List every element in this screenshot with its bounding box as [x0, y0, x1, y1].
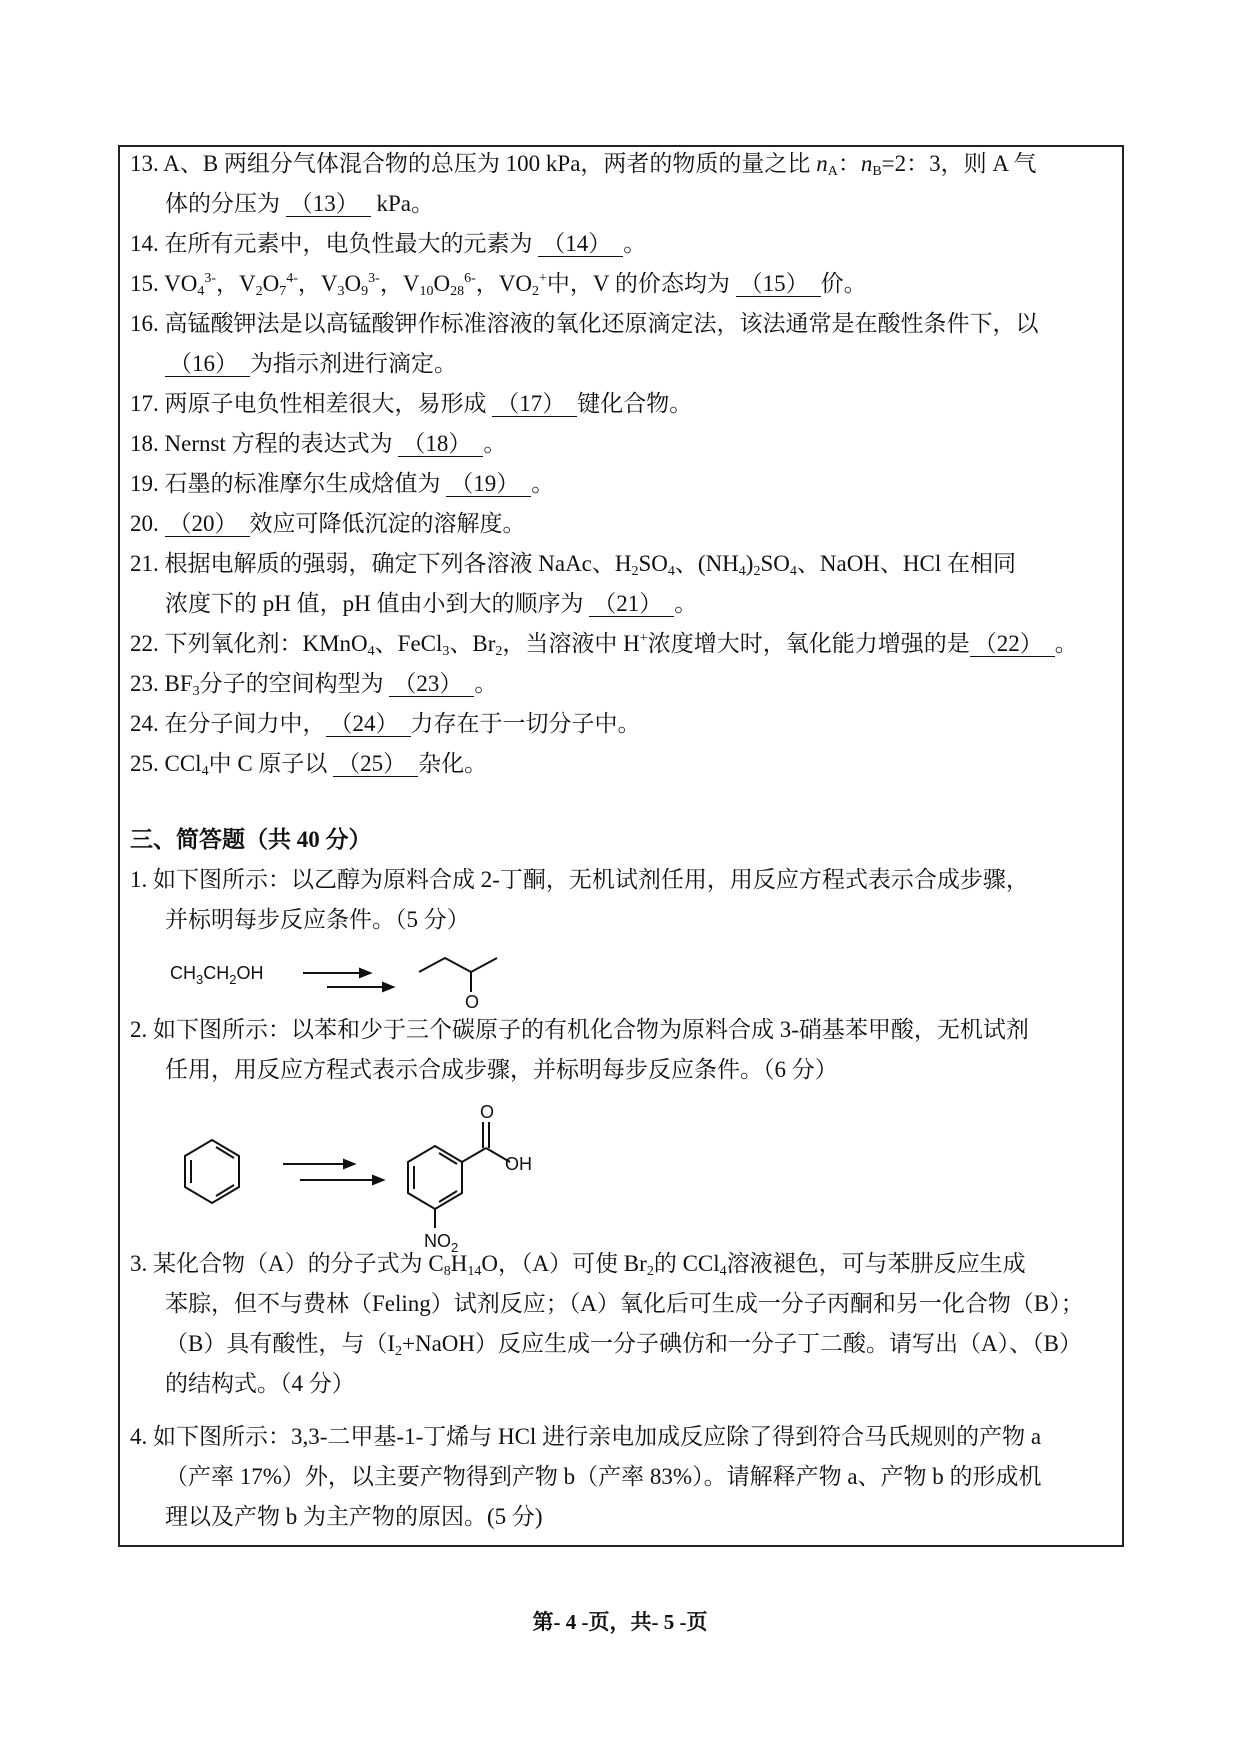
text-run: 、NaOH、HCl 在相同	[796, 551, 1017, 576]
benzene-ring	[185, 1140, 239, 1203]
text-run: 15. VO	[130, 271, 198, 296]
text-run: 苯腙，但不与费林（Feling）试剂反应；（A）氧化后可生成一分子丙酮和另一化合物（B）；	[165, 1291, 1084, 1316]
answer-blank: （16）	[165, 352, 250, 377]
text-run: 。	[674, 591, 698, 616]
subscript: 4	[667, 564, 675, 579]
text-run: （B）具有酸性，与（I	[165, 1331, 395, 1356]
subscript: 4	[738, 564, 746, 579]
text-run: 23. BF	[130, 671, 193, 696]
subscript: A	[827, 164, 838, 179]
carbonyl-oxygen: O	[465, 992, 480, 1012]
text-run: O，（A）可使 Br	[481, 1251, 647, 1276]
answer-blank: （14）	[538, 232, 623, 257]
text-run: 22. 下列氧化剂：KMnO	[130, 631, 368, 656]
text-run: 浓度增大时，氧化能力增强的是	[647, 631, 970, 656]
page-number: 第- 4 -页，共- 5 -页	[532, 1610, 708, 1634]
text-run: 体的分压为	[165, 191, 286, 216]
text-run: 键化合物。	[577, 391, 693, 416]
subscript: 8	[443, 1264, 451, 1279]
subscript: 4	[719, 1264, 727, 1279]
text-run: 1. 如下图所示：以乙醇为原料合成 2-丁酮，无机试剂任用，用反应方程式表示合成步骤，	[130, 867, 1029, 892]
text-run: 理以及产物 b 为主产物的原因。(5 分)	[165, 1504, 543, 1529]
text-run: 为指示剂进行滴定。	[250, 351, 457, 376]
subscript: 4	[789, 564, 797, 579]
nitrobenzoic-acid-ring	[408, 1122, 510, 1228]
text-run: 18. Nernst 方程的表达式为	[130, 431, 399, 456]
section-title: 三、简答题（共 40 分）	[130, 827, 372, 852]
text-run: ，当溶液中 H	[502, 631, 640, 656]
text-run: ，V	[215, 271, 256, 296]
superscript: +	[538, 271, 547, 286]
text-run: 。	[531, 471, 555, 496]
text-run: 的结构式。（4 分）	[165, 1371, 355, 1396]
text-run: 。	[1054, 631, 1078, 656]
text-run: 中 C 原子以	[208, 751, 334, 776]
text-run: ，V	[379, 271, 420, 296]
text-run: 17. 两原子电负性相差很大，易形成	[130, 391, 493, 416]
text-run: +NaOH）反应生成一分子碘仿和一分子丁二酸。请写出（A）、（B）	[402, 1331, 1082, 1356]
acid-hydroxyl: OH	[505, 1154, 532, 1174]
text-run: 效应可降低沉淀的溶解度。	[249, 511, 526, 536]
subscript: 4	[201, 764, 209, 779]
superscript: 3-	[204, 271, 216, 286]
subscript: B	[872, 164, 882, 179]
text-run: 浓度下的 pH 值，pH 值由小到大的顺序为	[165, 591, 590, 616]
text-run: O	[262, 271, 280, 296]
text-run: 中，V 的价态均为	[546, 271, 736, 296]
text-run: 分子的空间构型为	[199, 671, 390, 696]
text-run: 、FeCl	[374, 631, 443, 656]
reactant-ethanol: $CH_3CH_2OH$	[170, 963, 264, 987]
text-run: )	[745, 551, 754, 576]
text-run: 并标明每步反应条件。（5 分）	[165, 907, 470, 932]
text-run: 14. 在所有元素中，电负性最大的元素为	[130, 231, 539, 256]
multi-step-arrow	[303, 969, 393, 991]
subscript: 2	[531, 284, 539, 299]
answer-blank: （23）	[389, 672, 474, 697]
subscript: 7	[279, 284, 287, 299]
answer-blank: （22）	[970, 632, 1055, 657]
diagram-benzene-to-nitrobenzoic-acid	[185, 1102, 532, 1255]
text-run: =2：3，则 A 气	[881, 151, 1037, 176]
text-run: H	[450, 1251, 468, 1276]
text-run: SO	[638, 551, 668, 576]
text-run: SO	[760, 551, 790, 576]
subscript: 9	[361, 284, 369, 299]
text-run: 杂化。	[418, 751, 488, 776]
text-run: ，V	[297, 271, 338, 296]
subscript: 2	[631, 564, 639, 579]
text-run: O	[433, 271, 451, 296]
text-run: 3. 某化合物（A）的分子式为 C	[130, 1251, 444, 1276]
subscript: 3	[337, 284, 345, 299]
subscript: 28	[450, 284, 465, 299]
answer-blank: （25）	[333, 752, 418, 777]
text-run: kPa。	[370, 191, 434, 216]
text-run: 。	[474, 671, 498, 696]
text-run: 的 CCl	[653, 1251, 720, 1276]
text-run: ，VO	[475, 271, 532, 296]
subscript: 10	[419, 284, 434, 299]
text-run: ：	[837, 151, 861, 176]
text-run: 20.	[130, 511, 165, 536]
text-run: （产率 17%）外，以主要产物得到产物 b（产率 83%）。请解释产物 a、产物 b 的形成机	[165, 1464, 1042, 1489]
superscript: 4-	[286, 271, 298, 286]
diagram-ethanol-to-butanone	[170, 958, 497, 1012]
acid-carbonyl-oxygen: O	[480, 1102, 495, 1122]
superscript: +	[639, 631, 648, 646]
answer-blank: （15）	[736, 272, 821, 297]
text-run: 、Br	[449, 631, 496, 656]
butanone-skeleton	[419, 958, 497, 972]
text-run: 13. A、B 两组分气体混合物的总压为 100 kPa，两者的物质的量之比	[130, 151, 817, 176]
text-run: 。	[623, 231, 647, 256]
answer-blank: （24）	[326, 712, 411, 737]
superscript: 6-	[464, 271, 476, 286]
text-run: 、(NH	[674, 551, 739, 576]
multi-step-arrow-2	[283, 1160, 383, 1184]
text-run: 任用，用反应方程式表示合成步骤，并标明每步反应条件。（6 分）	[165, 1057, 838, 1082]
superscript: 3-	[368, 271, 380, 286]
subscript: 2	[495, 644, 503, 659]
answer-blank: （17）	[492, 392, 577, 417]
italic-symbol: n	[860, 151, 873, 176]
text-run: 。	[483, 431, 507, 456]
subscript: 4	[367, 644, 375, 659]
text-run: 4. 如下图所示：3,3-二甲基-1-丁烯与 HCl 进行亲电加成反应除了得到符合马氏规则的产物 a	[130, 1424, 1042, 1449]
subscript: 14	[467, 1264, 482, 1279]
italic-symbol: n	[816, 151, 828, 176]
text-run: 16. 高锰酸钾法是以高锰酸钾作标准溶液的氧化还原滴定法，该法通常是在酸性条件下，以	[130, 311, 1039, 336]
text-run: 力存在于一切分子中。	[410, 711, 641, 736]
subscript: 3	[192, 684, 200, 699]
subscript: 2	[255, 284, 263, 299]
answer-blank: （13）	[286, 192, 371, 217]
subscript: 2	[646, 1264, 654, 1279]
text-run: 价。	[820, 271, 867, 296]
text-run: 24. 在分子间力中，	[130, 711, 326, 736]
answer-blank: （19）	[446, 472, 531, 497]
text-run: 21. 根据电解质的强弱，确定下列各溶液 NaAc、H	[130, 551, 632, 576]
text-run: 溶液褪色，可与苯肼反应生成	[726, 1251, 1026, 1276]
subscript: 2	[395, 1344, 402, 1359]
text-run: 19. 石墨的标准摩尔生成焓值为	[130, 471, 447, 496]
subscript: 4	[197, 284, 205, 299]
text-run: O	[344, 271, 362, 296]
text-run: 25. CCl	[130, 751, 202, 776]
text-run: 2. 如下图所示：以苯和少于三个碳原子的有机化合物为原料合成 3-硝基苯甲酸，无机试剂	[130, 1017, 1029, 1042]
answer-blank: （21）	[589, 592, 674, 617]
nitro-group: $NO_2$	[424, 1231, 459, 1255]
answer-blank: （20）	[165, 512, 250, 537]
subscript: 3	[442, 644, 450, 659]
answer-blank: （18）	[398, 432, 483, 457]
subscript: 2	[753, 564, 761, 579]
